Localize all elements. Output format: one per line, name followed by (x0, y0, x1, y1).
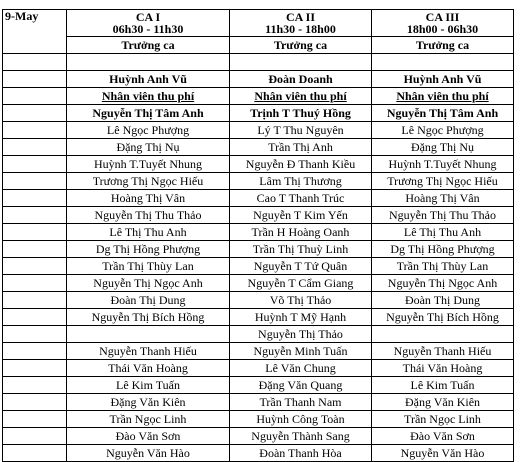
blank-cell (3, 309, 67, 326)
shift-lead-name: Huỳnh Anh Vũ (67, 71, 230, 88)
shift-name: CA I (135, 10, 161, 24)
blank-cell (3, 428, 67, 445)
staff-row (3, 360, 514, 377)
blank-cell (67, 54, 230, 71)
staff-name-cell: Trịnh T Thuý Hồng (230, 105, 372, 122)
staff-row (3, 122, 514, 139)
staff-name-cell: Trần Thị Anh (230, 139, 372, 156)
staff-name-cell: Đoàn Thị Dung (67, 292, 230, 309)
staff-name-cell: Nguyễn Thị Ngọc Anh (67, 275, 230, 292)
staff-name-cell: Nguyễn Thị Thảo (230, 326, 372, 343)
staff-name-cell: Nguyễn Văn Hào (372, 445, 514, 462)
lead-name-row (3, 71, 514, 88)
staff-name-cell: Nguyễn Văn Hào (67, 445, 230, 462)
staff-name-cell: Đặng Văn Quang (230, 377, 372, 394)
staff-name-cell: Cao T Thanh Trúc (230, 190, 372, 207)
staff-name-cell: Nguyễn T Tứ Quân (230, 258, 372, 275)
staff-name-cell: Lê Kim Tuấn (67, 377, 230, 394)
shift-header-3 (372, 10, 514, 37)
staff-row (3, 156, 514, 173)
staff-name-cell (67, 326, 230, 343)
cashier-label-row (3, 88, 514, 105)
staff-name-cell: Lê Thị Thu Anh (372, 224, 514, 241)
blank-cell (3, 105, 67, 122)
cashier-label: Nhân viên thu phí (230, 88, 372, 105)
blank-cell (3, 275, 67, 292)
blank-cell (3, 258, 67, 275)
staff-name-cell: Lê Kim Tuấn (372, 377, 514, 394)
blank-cell (3, 343, 67, 360)
blank-cell (3, 394, 67, 411)
staff-name-cell: Lý T Thu Nguyên (230, 122, 372, 139)
shift-name: CA II (285, 10, 315, 24)
staff-name-cell: Trần Thị Thùy Lan (67, 258, 230, 275)
staff-name-cell: Nguyễn Minh Tuấn (230, 343, 372, 360)
staff-row (3, 394, 514, 411)
staff-name-cell: Lê Ngọc Phượng (372, 122, 514, 139)
staff-name-cell: Thái Văn Hoàng (372, 360, 514, 377)
staff-row (3, 445, 514, 462)
blank-cell (3, 241, 67, 258)
staff-name-cell: Trần Thanh Nam (230, 394, 372, 411)
staff-name-cell: Nguyễn T Cẩm Giang (230, 275, 372, 292)
staff-name-cell: Nguyễn Thanh Hiếu (67, 343, 230, 360)
blank-cell (3, 156, 67, 173)
staff-name-cell: Đặng Văn Kiên (67, 394, 230, 411)
lead-label: Trưởng ca (67, 37, 230, 54)
staff-name-cell: Đào Văn Sơn (67, 428, 230, 445)
shift-time: 06h30 - 11h30 (112, 22, 184, 36)
staff-row (3, 139, 514, 156)
blank-cell (3, 139, 67, 156)
cashier-label: Nhân viên thu phí (67, 88, 230, 105)
shift-lead-name: Huỳnh Anh Vũ (372, 71, 514, 88)
staff-name-cell: Hoàng Thị Vân (67, 190, 230, 207)
blank-cell (3, 173, 67, 190)
staff-name-cell (372, 326, 514, 343)
staff-name-cell: Thái Văn Hoàng (67, 360, 230, 377)
date-cell: 9-May (3, 10, 67, 54)
staff-row (3, 343, 514, 360)
staff-row (3, 428, 514, 445)
staff-row (3, 275, 514, 292)
staff-row (3, 105, 514, 122)
staff-name-cell: Nguyễn T Kim Yến (230, 207, 372, 224)
staff-name-cell: Nguyễn Thị Tâm Anh (372, 105, 514, 122)
staff-name-cell: Nguyễn Thành Sang (230, 428, 372, 445)
staff-name-cell: Trần H Hoàng Oanh (230, 224, 372, 241)
lead-label: Trưởng ca (372, 37, 514, 54)
header-row (3, 10, 514, 37)
shift-name: CA III (425, 10, 460, 24)
staff-name-cell: Nguyễn Đ Thanh Kiều (230, 156, 372, 173)
staff-name-cell: Nguyễn Thị Tâm Anh (67, 105, 230, 122)
staff-name-cell: Trần Ngọc Linh (372, 411, 514, 428)
blank-cell (3, 445, 67, 462)
staff-name-cell: Huỳnh Công Toàn (230, 411, 372, 428)
blank-cell (372, 54, 514, 71)
blank-cell (3, 377, 67, 394)
blank-cell (3, 190, 67, 207)
staff-name-cell: Huỳnh T.Tuyết Nhung (372, 156, 514, 173)
staff-name-cell: Trần Thị Thuỳ Linh (230, 241, 372, 258)
staff-name-cell: Lê Văn Chung (230, 360, 372, 377)
staff-name-cell: Nguyễn Thị Thu Thảo (67, 207, 230, 224)
staff-row (3, 241, 514, 258)
staff-row (3, 292, 514, 309)
staff-row (3, 326, 514, 343)
staff-row (3, 258, 514, 275)
blank-cell (3, 88, 67, 105)
staff-row (3, 309, 514, 326)
lead-label-row (3, 37, 514, 54)
lead-label: Trưởng ca (230, 37, 372, 54)
staff-name-cell: Trần Ngọc Linh (67, 411, 230, 428)
blank-cell (230, 54, 372, 71)
staff-name-cell: Dg Thị Hồng Phượng (67, 241, 230, 258)
staff-row (3, 224, 514, 241)
staff-name-cell: Lê Ngọc Phượng (67, 122, 230, 139)
staff-name-cell: Trương Thị Ngọc Hiếu (372, 173, 514, 190)
cashier-label: Nhân viên thu phí (372, 88, 514, 105)
staff-name-cell: Đoàn Thanh Hòa (230, 445, 372, 462)
shift-time: 18h00 - 06h30 (406, 22, 479, 36)
blank-cell (3, 54, 67, 71)
staff-name-cell: Đặng Thị Nụ (67, 139, 230, 156)
blank-cell (3, 122, 67, 139)
staff-name-cell: Lâm Thị Thương (230, 173, 372, 190)
shift-header-2 (230, 10, 372, 37)
blank-cell (3, 224, 67, 241)
blank-cell (3, 326, 67, 343)
staff-row (3, 190, 514, 207)
blank-cell (3, 207, 67, 224)
staff-name-cell: Trương Thị Ngọc Hiếu (67, 173, 230, 190)
shift-time: 11h30 - 18h00 (265, 22, 336, 36)
blank-cell (3, 360, 67, 377)
staff-name-cell: Nguyễn Thị Thu Thảo (372, 207, 514, 224)
staff-name-cell: Lê Thị Thu Anh (67, 224, 230, 241)
staff-name-cell: Đặng Văn Kiên (372, 394, 514, 411)
shift-header-1 (67, 10, 230, 37)
staff-name-cell: Nguyễn Thanh Hiếu (372, 343, 514, 360)
staff-name-cell: Đoàn Thị Dung (372, 292, 514, 309)
staff-row (3, 173, 514, 190)
staff-name-cell: Đào Văn Sơn (372, 428, 514, 445)
shift-lead-name: Đoàn Doanh (230, 71, 372, 88)
staff-name-cell: Nguyễn Thị Ngọc Anh (372, 275, 514, 292)
staff-name-cell: Dg Thị Hồng Phượng (372, 241, 514, 258)
staff-row (3, 207, 514, 224)
staff-name-cell: Huỳnh T Mỹ Hạnh (230, 309, 372, 326)
staff-name-cell: Nguyễn Thị Bích Hồng (372, 309, 514, 326)
blank-cell (3, 292, 67, 309)
staff-row (3, 377, 514, 394)
blank-cell (3, 71, 67, 88)
blank-cell (3, 411, 67, 428)
staff-name-cell: Trần Thị Thùy Lan (372, 258, 514, 275)
staff-name-cell: Võ Thị Thảo (230, 292, 372, 309)
staff-name-cell: Nguyễn Thị Bích Hồng (67, 309, 230, 326)
shift-schedule-table (2, 9, 514, 462)
staff-name-cell: Huỳnh T.Tuyết Nhung (67, 156, 230, 173)
staff-name-cell: Hoàng Thị Vân (372, 190, 514, 207)
staff-row (3, 411, 514, 428)
staff-name-cell: Đặng Thị Nụ (372, 139, 514, 156)
spacer-row (3, 54, 514, 71)
